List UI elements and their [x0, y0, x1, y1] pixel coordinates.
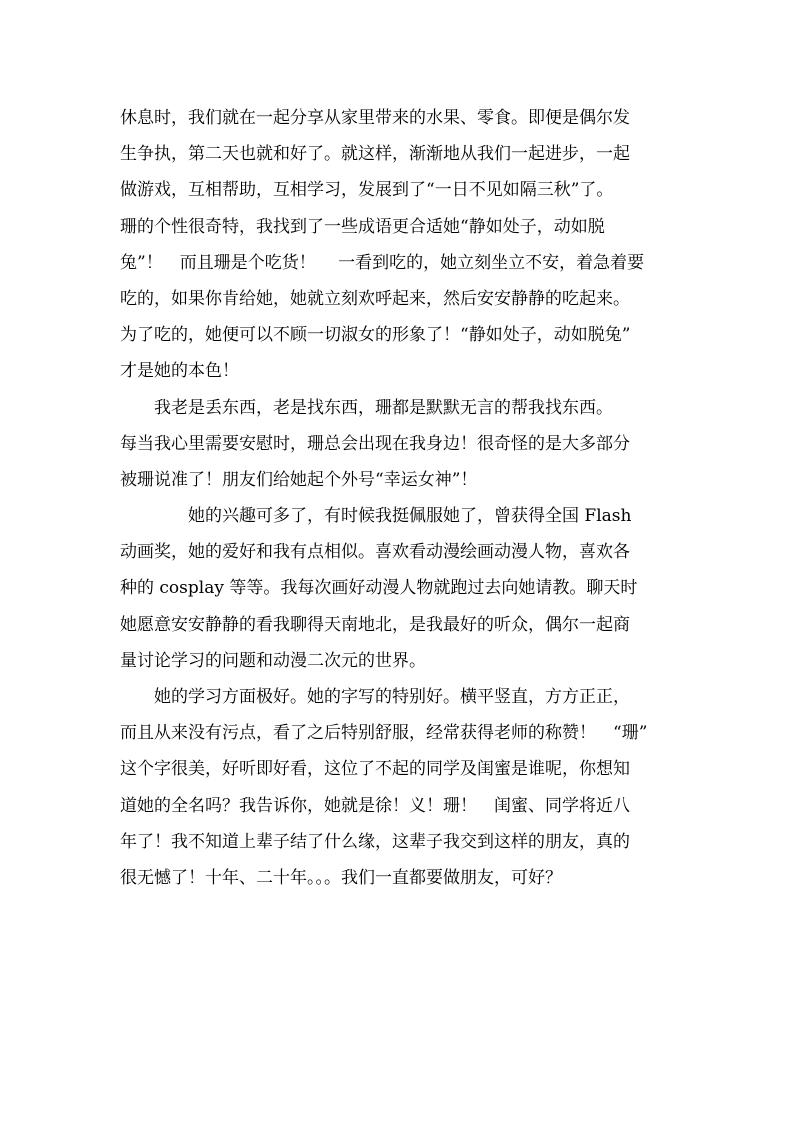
paragraph-4: [120, 679, 680, 896]
text-line: 量讨论学习的问题和动漫二次元的世界。: [120, 650, 426, 671]
text-line: 兔”！ 而且珊是个吃货！ 一看到吃的，她立刻坐立不安，着急着要: [120, 252, 645, 273]
text-line: 道她的全名吗？我告诉你，她就是徐！义！珊！ 闺蜜、同学将近八: [120, 795, 630, 816]
text-line: 而且从来没有污点，看了之后特别舒服，经常获得老师的称赞！ “珊”: [120, 723, 648, 744]
text-line: 她的兴趣可多了，有时候我挺佩服她了，曾获得全国 Flash: [120, 506, 632, 527]
document-body: [120, 100, 680, 896]
text-line: 她愿意安安静静的看我聊得天南地北，是我最好的听众，偶尔一起商: [120, 614, 630, 635]
paragraph-2: [120, 390, 680, 499]
text-line: 被珊说准了！朋友们给她起个外号“幸运女神”！: [120, 469, 478, 490]
text-line: 每当我心里需要安慰时，珊总会出现在我身边！很奇怪的是大多部分: [120, 433, 630, 454]
text-line: 才是她的本色！: [120, 361, 239, 382]
text-line: 休息时，我们就在一起分享从家里带来的水果、零食。即便是偶尔发: [120, 108, 630, 128]
text-line: 种的 cosplay 等等。我每次画好动漫人物就跑过去向她请教。聊天时: [120, 578, 638, 599]
text-line: 动画奖，她的爱好和我有点相似。喜欢看动漫绘画动漫人物，喜欢各: [120, 542, 630, 563]
text-line: 做游戏，互相帮助，互相学习，发展到了“一日不见如隔三秋”了。: [120, 180, 614, 201]
paragraph-1: [120, 100, 680, 390]
text-line: 吃的，如果你肯给她，她就立刻欢呼起来，然后安安静静的吃起来。: [120, 288, 630, 309]
text-line: 她的学习方面极好。她的字写的特别好。横平竖直，方方正正，: [120, 687, 630, 707]
paragraph-3: [120, 498, 680, 679]
text-line: 我老是丢东西，老是找东西，珊都是默默无言的帮我找东西。: [120, 397, 613, 418]
text-line: 珊的个性很奇特，我找到了一些成语更合适她“静如处子，动如脱: [120, 216, 605, 237]
text-line: 生争执，第二天也就和好了。就这样，渐渐地从我们一起进步，一起: [120, 144, 630, 165]
text-line: 这个字很美，好听即好看，这位了不起的同学及闺蜜是谁呢，你想知: [120, 759, 630, 780]
text-line: 年了！我不知道上辈子结了什么缘，这辈子我交到这样的朋友，真的: [120, 831, 630, 852]
text-line: 很无憾了！十年、二十年。。。我们一直都要做朋友，可好？: [120, 867, 562, 888]
text-line: 为了吃的，她便可以不顾一切淑女的形象了！“静如处子，动如脱兔”: [120, 325, 631, 346]
